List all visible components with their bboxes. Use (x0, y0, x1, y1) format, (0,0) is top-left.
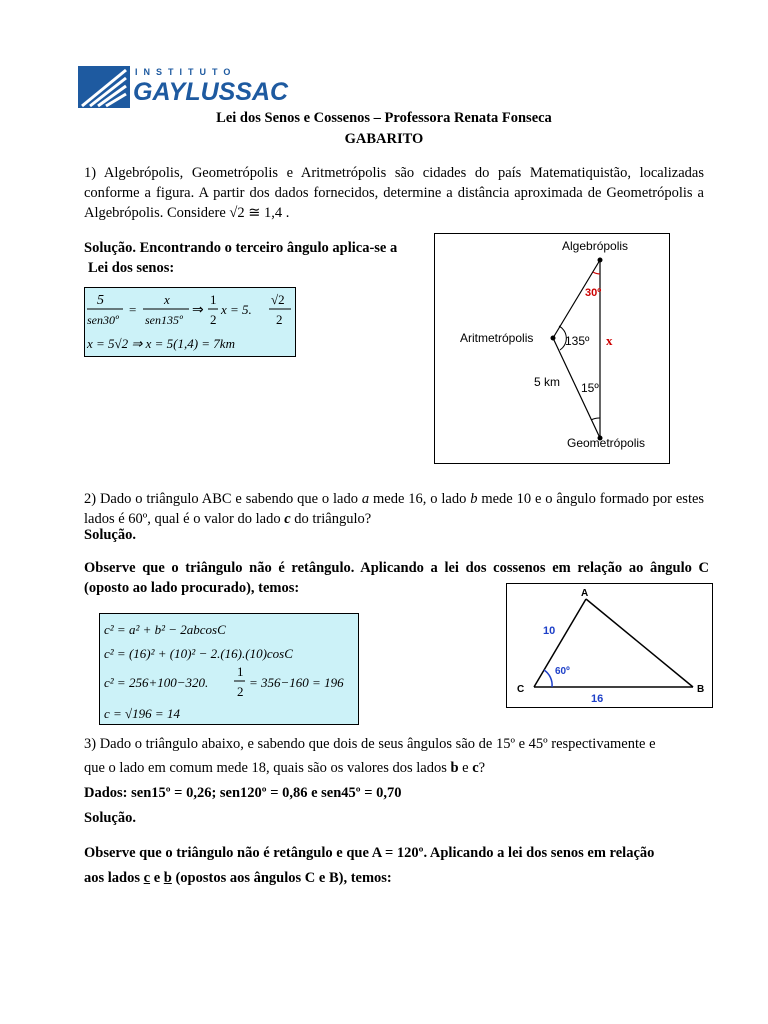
q2-side16: 16 (591, 693, 604, 705)
q2-observe: Observe que o triângulo não é retângulo. Aplicando a lei dos cossenos em relação ao ângulo C (oposto ao lado procurado), temos: (84, 560, 709, 596)
q2-l3d: 2 (237, 684, 244, 699)
q3-text-a: 3) Dado o triângulo abaixo, e sabendo que dois de seus ângulos são de 15º e 45º respectivamente e (84, 736, 656, 752)
q1-label-geometropolis: Geometrópolis (567, 436, 646, 450)
q3-solution: Solução. (84, 810, 136, 826)
q2-label-a: A (581, 588, 589, 599)
q1-d4: 2 (276, 312, 283, 327)
q1-line2: x = 5√2 ⇒ x = 5(1,4) = 7km (87, 336, 235, 351)
q1-d1: sen30º (87, 313, 119, 327)
q1-side-x: x (606, 333, 613, 348)
q1-d3: 2 (210, 312, 217, 327)
q2-angle: 60º (555, 666, 570, 677)
logo-big-text: GAYLUSSAC (133, 78, 289, 106)
q3-observe-b: aos lados c e b (opostos aos ângulos C e B), temos: (84, 870, 392, 886)
q1-side-left: 5 km (534, 375, 561, 389)
q2-l1: c² = a² + b² − 2abcosC (104, 622, 226, 637)
q1-angle-mid: 135º (565, 334, 590, 348)
q1-solution-b: Lei dos senos: (88, 260, 175, 276)
page-title: Lei dos Senos e Cossenos – Professora Renata Fonseca (216, 110, 552, 126)
q2-l3b: = 356−160 = 196 (249, 675, 344, 690)
q1-n2: x (164, 292, 170, 307)
q2-formula-box (99, 613, 359, 725)
q3-observe-a: Observe que o triângulo não é retângulo e que A = 120º. Aplicando a lei dos senos em relação (84, 845, 655, 861)
page-subtitle: GABARITO (344, 131, 424, 147)
q2-text: 2) Dado o triângulo ABC e sabendo que o lado a mede 16, o lado b mede 10 e o ângulo formado por estes lados é 60º, qual é o valor do lado c do triângulo? (84, 491, 705, 527)
logo-small-text: INSTITUTO (135, 67, 237, 77)
q1-formula-box (84, 287, 296, 357)
q2-l2: c² = (16)² + (10)² − 2.(16).(10)cosC (104, 646, 293, 661)
q1-arrow: ⇒ (192, 302, 204, 318)
q2-l3n: 1 (237, 664, 244, 679)
q1-sqrt-note: √2 ≅ 1,4 . (229, 205, 290, 221)
q2-solution: Solução. (84, 527, 136, 543)
q1-angle-bottom: 15º (581, 381, 599, 395)
q1-figure (434, 233, 670, 464)
q1-n1: 5 (97, 293, 104, 308)
q1-n4: √2 (271, 292, 285, 307)
q3-dados: Dados: sen15º = 0,26; sen120º = 0,86 e sen45º = 0,70 (84, 785, 402, 801)
q2-label-b: B (697, 684, 705, 695)
q1-n3: 1 (210, 292, 217, 307)
q2-figure (506, 583, 713, 708)
q2-side10: 10 (543, 625, 556, 637)
q1-mid: x = 5. (221, 302, 252, 317)
q2-l4: c = √196 = 14 (104, 706, 180, 721)
q1-label-algebropolis: Algebrópolis (562, 239, 629, 253)
q1-label-aritmetropolis: Aritmetrópolis (460, 331, 534, 345)
q1-eq: = (129, 302, 137, 317)
q2-l3a: c² = 256+100−320. (104, 675, 209, 690)
q3-text-b: que o lado em comum mede 18, quais são os valores dos lados b e c? (84, 760, 486, 776)
q2-label-c: C (517, 684, 525, 695)
q1-text: 1) Algebrópolis, Geometrópolis e Aritmetrópolis são cidades do país Matematiquistão, localizadas conforme a figura. A partir dos dados fornecidos, determine a distância aproximada de Geometrópolis a Algebrópolis. Considere √2 ≅ 1,4 . (84, 165, 704, 221)
q2-side-ab (586, 599, 693, 687)
q1-angle-top: 30º (585, 287, 602, 299)
q1-d2: sen135º (145, 313, 183, 327)
q1-solution-a: Solução. Encontrando o terceiro ângulo aplica-se a (84, 240, 398, 256)
